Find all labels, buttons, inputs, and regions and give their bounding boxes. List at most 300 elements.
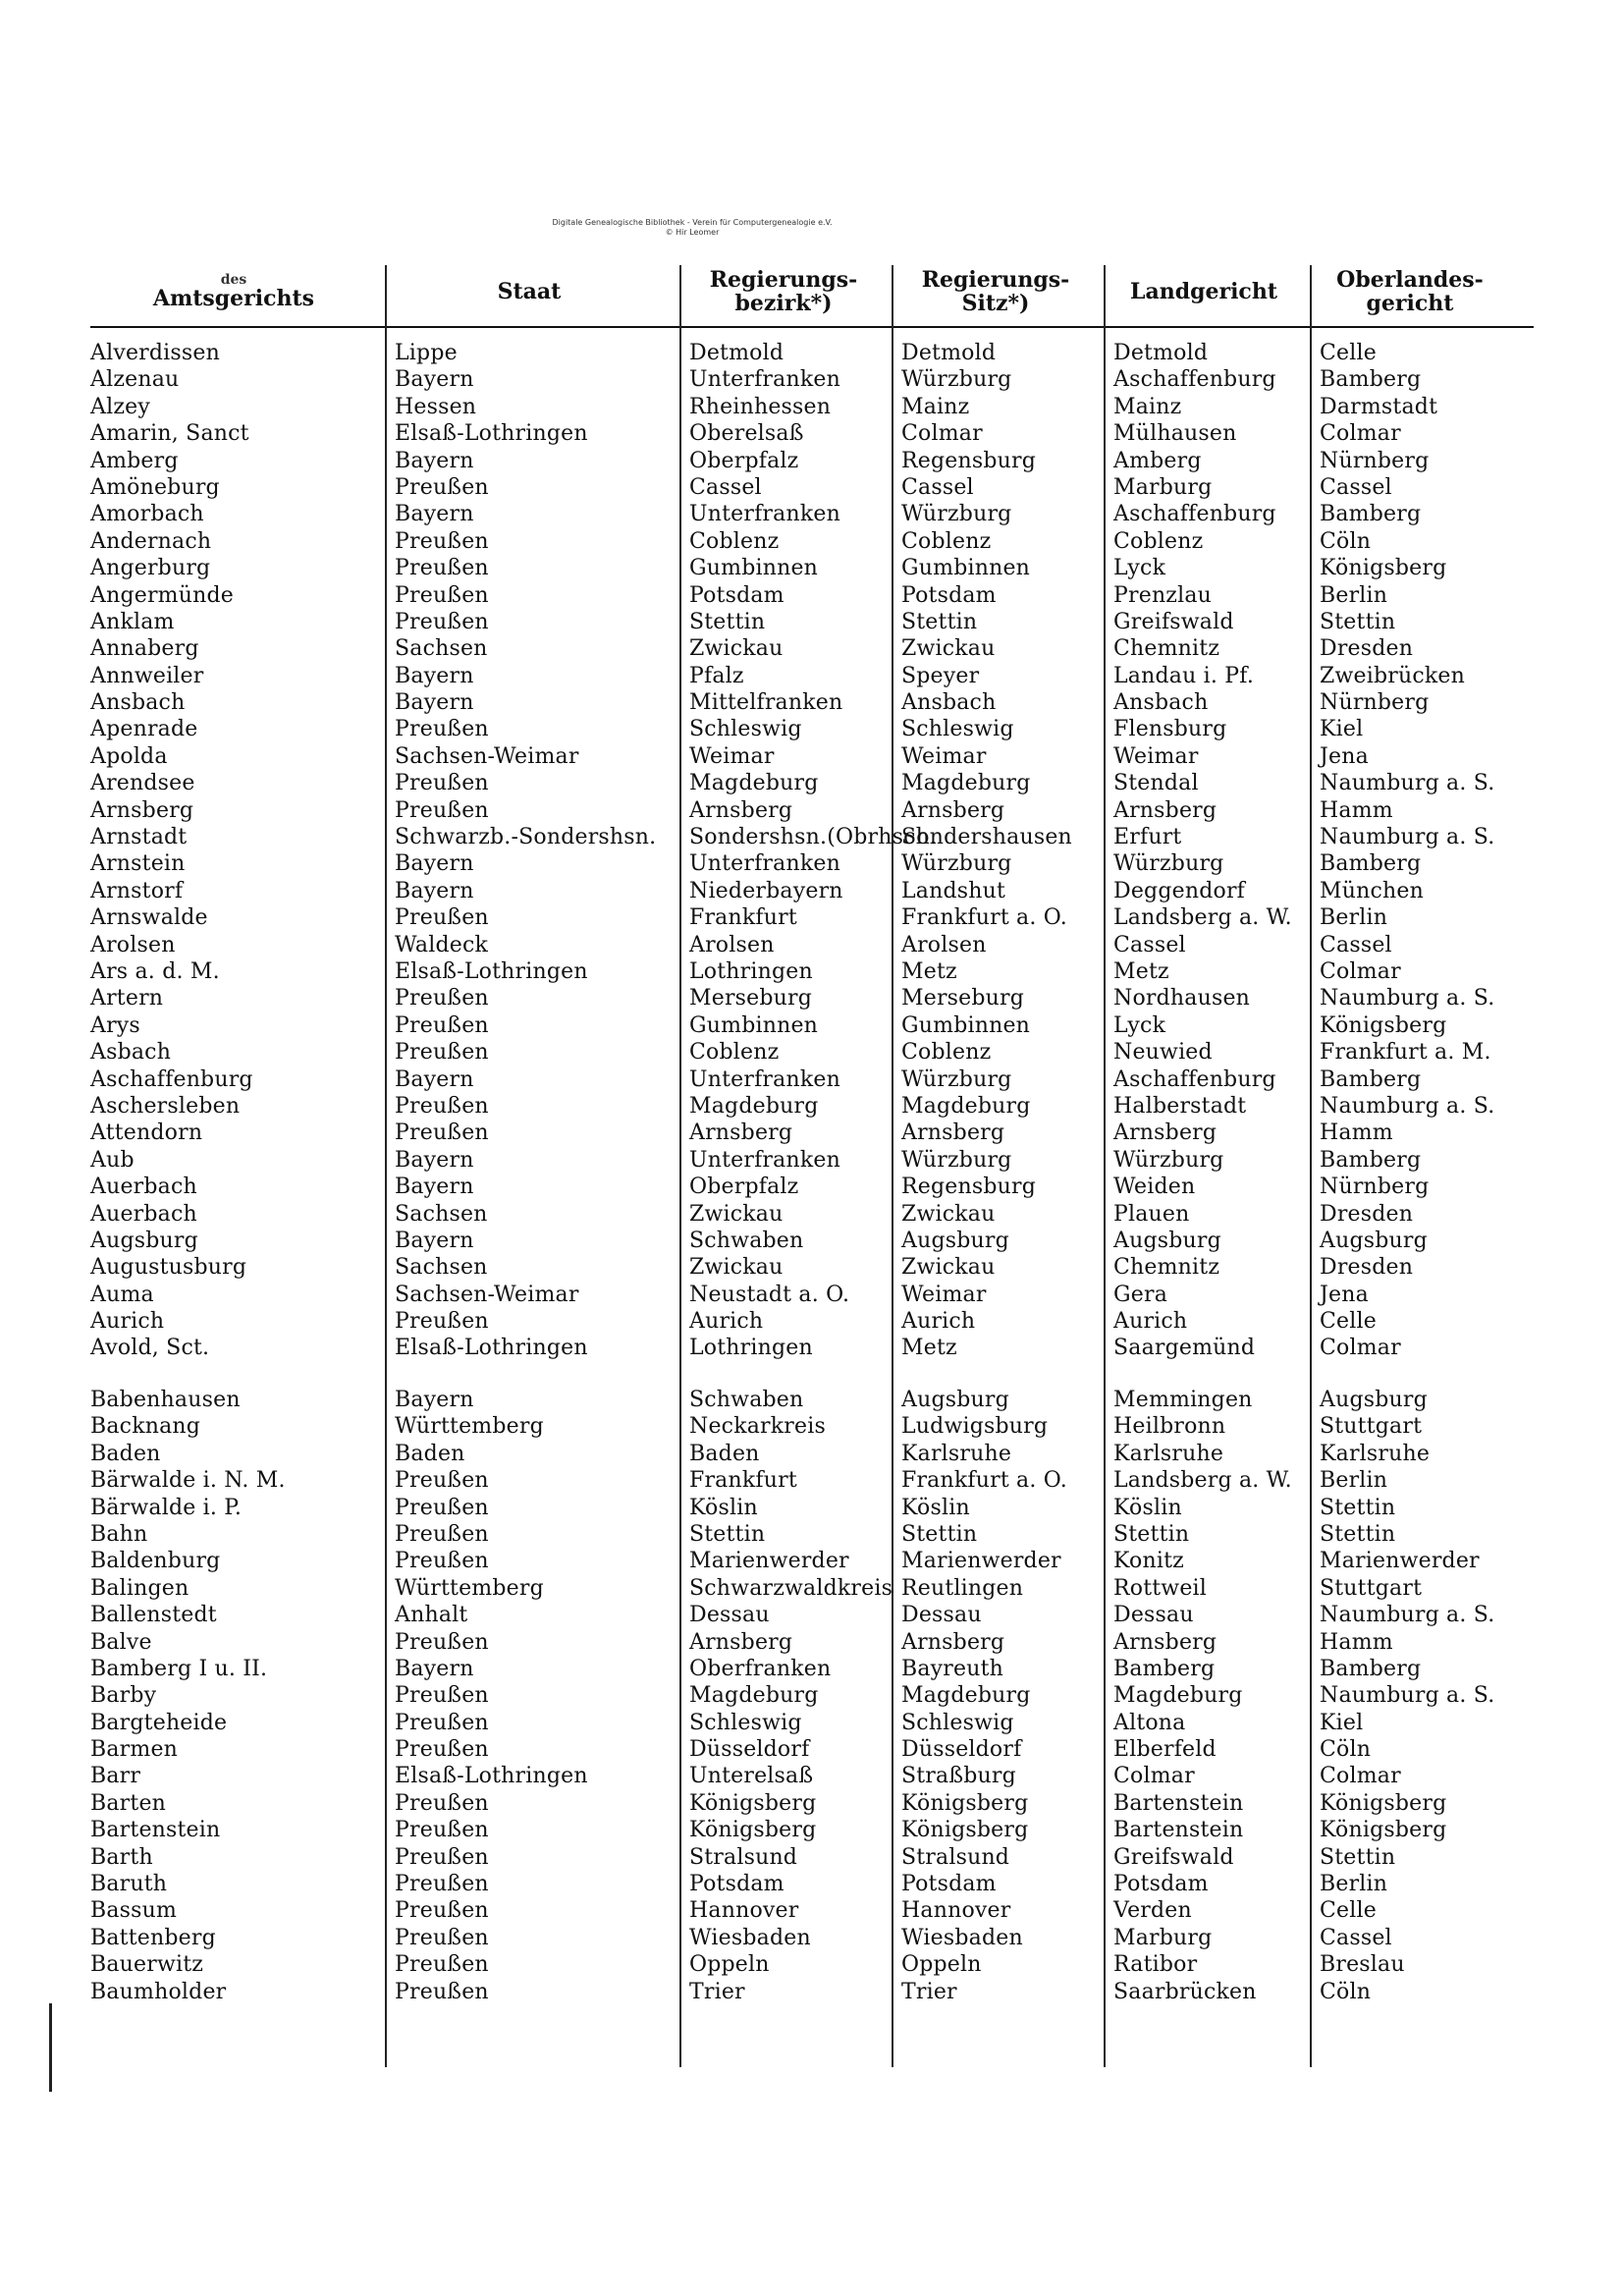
landgericht-cell: Bamberg xyxy=(1113,1656,1216,1681)
regierungsbezirk-cell: Trier xyxy=(689,1979,745,2004)
oberlandesgericht-cell: Berlin xyxy=(1320,1872,1388,1897)
regierungssitz-cell: Potsdam xyxy=(901,582,997,608)
landgericht-cell: Landau i. Pf. xyxy=(1113,663,1255,688)
table-row xyxy=(90,1548,1534,1574)
oberlandesgericht-cell: Jena xyxy=(1320,743,1369,769)
regierungssitz-cell: Speyer xyxy=(901,663,980,688)
regierungssitz-cell: Dessau xyxy=(901,1603,982,1628)
regierungsbezirk-cell: Unterfranken xyxy=(689,851,840,877)
regierungssitz-cell: Arnsberg xyxy=(901,797,1005,823)
regierungssitz-cell: Gumbinnen xyxy=(901,1012,1031,1038)
staat-cell: Preußen xyxy=(395,1629,489,1655)
regierungsbezirk-cell: Frankfurt xyxy=(689,905,797,931)
oberlandesgericht-cell: Nürnberg xyxy=(1320,690,1430,716)
staat-cell: Elsaß-Lothringen xyxy=(395,421,588,447)
regierungsbezirk-cell: Neustadt a. O. xyxy=(689,1282,850,1307)
regierungssitz-cell: Würzburg xyxy=(901,851,1012,877)
regierungsbezirk-cell: Pfalz xyxy=(689,663,744,688)
landgericht-cell: Karlsruhe xyxy=(1113,1441,1224,1466)
regierungssitz-cell: Mainz xyxy=(901,394,970,419)
landgericht-cell: Magdeburg xyxy=(1113,1683,1243,1709)
landgericht-cell: Neuwied xyxy=(1113,1040,1213,1066)
staat-cell: Preußen xyxy=(395,1093,489,1119)
table-row xyxy=(90,1763,1534,1789)
staat-cell: Preußen xyxy=(395,582,489,608)
table-body-b xyxy=(90,1387,1534,2005)
landgericht-cell: Köslin xyxy=(1113,1495,1182,1520)
table-row xyxy=(90,1656,1534,1682)
staat-cell: Elsaß-Lothringen xyxy=(395,1336,588,1361)
oberlandesgericht-cell: Hamm xyxy=(1320,1121,1393,1146)
regierungsbezirk-cell: Schwaben xyxy=(689,1388,804,1412)
amtsgericht-cell: Anklam xyxy=(90,609,175,634)
staat-cell: Baden xyxy=(395,1441,465,1466)
amtsgericht-cell: Augsburg xyxy=(90,1228,198,1253)
regierungssitz-cell: Reutlingen xyxy=(901,1575,1024,1601)
regierungsbezirk-cell: Magdeburg xyxy=(689,1093,819,1119)
table-row xyxy=(90,1441,1534,1467)
regierungsbezirk-cell: Schwarzwaldkreis xyxy=(689,1575,893,1601)
staat-cell: Preußen xyxy=(395,556,489,581)
landgericht-cell: Altona xyxy=(1113,1710,1186,1735)
table-row xyxy=(90,1575,1534,1602)
table-row xyxy=(90,1413,1534,1440)
table-row xyxy=(90,1844,1534,1871)
landgericht-cell: Marburg xyxy=(1113,474,1213,500)
regierungsbezirk-cell: Arnsberg xyxy=(689,1629,793,1655)
table-row xyxy=(90,1120,1534,1146)
oberlandesgericht-cell: Stuttgart xyxy=(1320,1575,1423,1601)
table-row xyxy=(90,797,1534,824)
amtsgericht-cell: Arolsen xyxy=(90,932,176,957)
table-row xyxy=(90,1335,1534,1361)
amtsgericht-cell: Arendsee xyxy=(90,771,195,796)
landgericht-cell: Flensburg xyxy=(1113,717,1227,742)
regierungssitz-cell: Wiesbaden xyxy=(901,1925,1023,1950)
regierungsbezirk-cell: Arnsberg xyxy=(689,1121,793,1146)
staat-cell: Preußen xyxy=(395,1468,489,1494)
oberlandesgericht-cell: Stettin xyxy=(1320,609,1396,634)
amtsgericht-cell: Arnstein xyxy=(90,851,186,877)
regierungsbezirk-cell: Schleswig xyxy=(689,717,802,742)
header-oberlandesgericht: Oberlandes-gericht xyxy=(1336,267,1484,316)
regierungsbezirk-cell: Lothringen xyxy=(689,958,813,984)
amtsgericht-cell: Amorbach xyxy=(90,502,204,527)
amtsgericht-cell: Backnang xyxy=(90,1414,201,1440)
oberlandesgericht-cell: Königsberg xyxy=(1320,1012,1447,1038)
landgericht-cell: Elberfeld xyxy=(1113,1737,1217,1763)
landgericht-cell: Coblenz xyxy=(1113,528,1204,554)
oberlandesgericht-cell: Nürnberg xyxy=(1320,448,1430,473)
table-row xyxy=(90,555,1534,581)
amtsgericht-cell: Annweiler xyxy=(90,663,204,688)
regierungssitz-cell: Ludwigsburg xyxy=(901,1414,1049,1440)
regierungssitz-cell: Arnsberg xyxy=(901,1121,1005,1146)
landgericht-cell: Gera xyxy=(1113,1282,1168,1307)
regierungssitz-cell: Zwickau xyxy=(901,1255,996,1281)
regierungsbezirk-cell: Unterfranken xyxy=(689,502,840,527)
landgericht-cell: Mülhausen xyxy=(1113,421,1237,447)
header-regierungssitz: Regierungs-Sitz*) xyxy=(921,267,1070,316)
table-row xyxy=(90,985,1534,1011)
regierungsbezirk-cell: Detmold xyxy=(689,341,784,365)
regierungssitz-cell: Düsseldorf xyxy=(901,1737,1022,1763)
regierungssitz-cell: Würzburg xyxy=(901,502,1012,527)
landgericht-cell: Rottweil xyxy=(1113,1575,1208,1601)
regierungssitz-cell: Karlsruhe xyxy=(901,1441,1012,1466)
margin-mark xyxy=(49,2003,52,2092)
regierungssitz-cell: Stralsund xyxy=(901,1844,1010,1870)
landgericht-cell: Arnsberg xyxy=(1113,1629,1217,1655)
regierungsbezirk-cell: Stettin xyxy=(689,609,766,634)
oberlandesgericht-cell: Colmar xyxy=(1320,421,1401,447)
regierungsbezirk-cell: Königsberg xyxy=(689,1818,817,1843)
regierungsbezirk-cell: Dessau xyxy=(689,1603,770,1628)
table-row xyxy=(90,1629,1534,1656)
oberlandesgericht-cell: Kiel xyxy=(1320,717,1364,742)
regierungsbezirk-cell: Magdeburg xyxy=(689,771,819,796)
table-row xyxy=(90,958,1534,985)
amtsgericht-cell: Auma xyxy=(90,1282,154,1307)
amtsgericht-cell: Arys xyxy=(90,1012,140,1038)
staat-cell: Preußen xyxy=(395,1818,489,1843)
regierungssitz-cell: Frankfurt a. O. xyxy=(901,1468,1067,1494)
regierungsbezirk-cell: Oppeln xyxy=(689,1952,770,1978)
table-row xyxy=(90,340,1534,366)
oberlandesgericht-cell: Hamm xyxy=(1320,797,1393,823)
regierungsbezirk-cell: Zwickau xyxy=(689,636,784,662)
staat-cell: Bayern xyxy=(395,851,474,877)
oberlandesgericht-cell: Berlin xyxy=(1320,1468,1388,1494)
oberlandesgericht-cell: Bamberg xyxy=(1320,1066,1422,1092)
staat-cell: Preußen xyxy=(395,905,489,931)
regierungsbezirk-cell: Unterfranken xyxy=(689,1066,840,1092)
table-row xyxy=(90,1467,1534,1494)
oberlandesgericht-cell: Cassel xyxy=(1320,474,1392,500)
table-row xyxy=(90,1093,1534,1120)
landgericht-cell: Ratibor xyxy=(1113,1952,1198,1978)
staat-cell: Bayern xyxy=(395,448,474,473)
regierungsbezirk-cell: Coblenz xyxy=(689,1040,780,1066)
oberlandesgericht-cell: Dresden xyxy=(1320,636,1414,662)
oberlandesgericht-cell: Hamm xyxy=(1320,1629,1393,1655)
regierungsbezirk-cell: Königsberg xyxy=(689,1790,817,1816)
table-row xyxy=(90,366,1534,393)
staat-cell: Preußen xyxy=(395,1737,489,1763)
table-header xyxy=(90,257,1534,328)
amtsgericht-cell: Annaberg xyxy=(90,636,199,662)
amtsgericht-cell: Barr xyxy=(90,1764,141,1789)
oberlandesgericht-cell: Stettin xyxy=(1320,1495,1396,1520)
amtsgericht-cell: Bauerwitz xyxy=(90,1952,204,1978)
header-landgericht: Landgericht xyxy=(1130,279,1277,304)
amtsgericht-cell: Augustusburg xyxy=(90,1255,247,1281)
staat-cell: Preußen xyxy=(395,1012,489,1038)
regierungsbezirk-cell: Schleswig xyxy=(689,1710,802,1735)
landgericht-cell: Saarbrücken xyxy=(1113,1979,1257,2004)
regierungssitz-cell: Aurich xyxy=(901,1309,976,1335)
amtsgericht-cell: Arnstorf xyxy=(90,878,184,903)
regierungssitz-cell: Trier xyxy=(901,1979,957,2004)
table-row xyxy=(90,1951,1534,1978)
oberlandesgericht-cell: Cassel xyxy=(1320,1925,1392,1950)
regierungsbezirk-cell: Stralsund xyxy=(689,1844,798,1870)
regierungssitz-cell: Sondershausen xyxy=(901,825,1072,850)
amtsgericht-cell: Bärwalde i. P. xyxy=(90,1495,243,1520)
table-row xyxy=(90,1682,1534,1709)
amtsgericht-cell: Andernach xyxy=(90,528,212,554)
regierungsbezirk-cell: Baden xyxy=(689,1441,760,1466)
landgericht-cell: Konitz xyxy=(1113,1549,1184,1574)
oberlandesgericht-cell: Cassel xyxy=(1320,932,1392,957)
regierungssitz-cell: Weimar xyxy=(901,1282,987,1307)
regierungssitz-cell: Regensburg xyxy=(901,1175,1036,1200)
regierungssitz-cell: Königsberg xyxy=(901,1818,1029,1843)
staat-cell: Preußen xyxy=(395,1495,489,1520)
amtsgericht-cell: Baldenburg xyxy=(90,1549,221,1574)
staat-cell: Preußen xyxy=(395,1790,489,1816)
table-row xyxy=(90,1790,1534,1817)
regierungsbezirk-cell: Rheinhessen xyxy=(689,394,832,419)
amtsgericht-cell: Aurich xyxy=(90,1309,165,1335)
regierungsbezirk-cell: Neckarkreis xyxy=(689,1414,826,1440)
regierungssitz-cell: Augsburg xyxy=(901,1388,1009,1412)
amtsgericht-cell: Balve xyxy=(90,1629,152,1655)
regierungssitz-cell: Würzburg xyxy=(901,1147,1012,1173)
amtsgericht-cell: Bärwalde i. N. M. xyxy=(90,1468,286,1494)
oberlandesgericht-cell: Augsburg xyxy=(1320,1388,1428,1412)
watermark-line-1: Digitale Genealogische Bibliothek - Verein für Computergenealogie e.V. xyxy=(552,218,833,227)
amtsgericht-cell: Angerburg xyxy=(90,556,211,581)
oberlandesgericht-cell: Königsberg xyxy=(1320,1790,1447,1816)
amtsgericht-cell: Asbach xyxy=(90,1040,172,1066)
amtsgericht-cell: Arnstadt xyxy=(90,825,188,850)
header-amtsgericht-label: Amtsgerichts xyxy=(152,286,315,311)
amtsgericht-cell: Amberg xyxy=(90,448,179,473)
landgericht-cell: Bartenstein xyxy=(1113,1818,1244,1843)
regierungsbezirk-cell: Weimar xyxy=(689,743,775,769)
staat-cell: Bayern xyxy=(395,1656,474,1681)
staat-cell: Preußen xyxy=(395,1925,489,1950)
oberlandesgericht-cell: Celle xyxy=(1320,1898,1377,1924)
staat-cell: Elsaß-Lothringen xyxy=(395,958,588,984)
regierungsbezirk-cell: Unterfranken xyxy=(689,1147,840,1173)
oberlandesgericht-cell: Augsburg xyxy=(1320,1228,1428,1253)
landgericht-cell: Aschaffenburg xyxy=(1113,367,1276,393)
landgericht-cell: Greifswald xyxy=(1113,609,1234,634)
table-row xyxy=(90,609,1534,635)
regierungssitz-cell: Magdeburg xyxy=(901,1683,1031,1709)
table-row xyxy=(90,1387,1534,1413)
amtsgericht-cell: Bamberg I u. II. xyxy=(90,1656,268,1681)
amtsgericht-cell: Balingen xyxy=(90,1575,189,1601)
staat-cell: Bayern xyxy=(395,690,474,716)
amtsgericht-cell: Auerbach xyxy=(90,1201,197,1227)
amtsgericht-cell: Barby xyxy=(90,1683,157,1709)
landgericht-cell: Ansbach xyxy=(1113,690,1209,716)
regierungsbezirk-cell: Magdeburg xyxy=(689,1683,819,1709)
regierungssitz-cell: Coblenz xyxy=(901,1040,992,1066)
amtsgericht-cell: Aub xyxy=(90,1147,135,1173)
staat-cell: Preußen xyxy=(395,797,489,823)
table-row xyxy=(90,1147,1534,1174)
amtsgericht-cell: Baumholder xyxy=(90,1979,227,2004)
staat-cell: Preußen xyxy=(395,986,489,1011)
staat-cell: Preußen xyxy=(395,1952,489,1978)
amtsgericht-cell: Baruth xyxy=(90,1872,168,1897)
amtsgericht-cell: Amöneburg xyxy=(90,474,220,500)
landgericht-cell: Arnsberg xyxy=(1113,1121,1217,1146)
regierungssitz-cell: Arolsen xyxy=(901,932,987,957)
staat-cell: Preußen xyxy=(395,1979,489,2004)
oberlandesgericht-cell: Naumburg a. S. xyxy=(1320,1603,1495,1628)
table-row xyxy=(90,1710,1534,1736)
regierungsbezirk-cell: Coblenz xyxy=(689,528,780,554)
landgericht-cell: Memmingen xyxy=(1113,1388,1253,1412)
landgericht-cell: Würzburg xyxy=(1113,851,1224,877)
regierungssitz-cell: Schleswig xyxy=(901,1710,1014,1735)
table-row xyxy=(90,932,1534,958)
amtsgericht-cell: Babenhausen xyxy=(90,1388,241,1412)
landgericht-cell: Plauen xyxy=(1113,1201,1190,1227)
staat-cell: Preußen xyxy=(395,771,489,796)
landgericht-cell: Aschaffenburg xyxy=(1113,1066,1276,1092)
amtsgericht-cell: Angermünde xyxy=(90,582,234,608)
regierungssitz-cell: Magdeburg xyxy=(901,1093,1031,1119)
landgericht-cell: Stettin xyxy=(1113,1521,1190,1547)
staat-cell: Preußen xyxy=(395,717,489,742)
regierungssitz-cell: Colmar xyxy=(901,421,983,447)
regierungsbezirk-cell: Schwaben xyxy=(689,1228,804,1253)
amtsgericht-cell: Alzey xyxy=(90,394,150,419)
landgericht-cell: Erfurt xyxy=(1113,825,1182,850)
regierungssitz-cell: Cassel xyxy=(901,474,974,500)
landgericht-cell: Greifswald xyxy=(1113,1844,1234,1870)
regierungsbezirk-cell: Oberpfalz xyxy=(689,1175,799,1200)
table-row xyxy=(90,1925,1534,1951)
table-row xyxy=(90,904,1534,931)
staat-cell: Anhalt xyxy=(395,1603,468,1628)
court-table xyxy=(90,257,1534,2004)
regierungsbezirk-cell: Unterelsaß xyxy=(689,1764,814,1789)
amtsgericht-cell: Aschersleben xyxy=(90,1093,241,1119)
regierungsbezirk-cell: Mittelfranken xyxy=(689,690,843,716)
staat-cell: Preußen xyxy=(395,1898,489,1924)
staat-cell: Preußen xyxy=(395,1521,489,1547)
amtsgericht-cell: Arnswalde xyxy=(90,905,208,931)
landgericht-cell: Saargemünd xyxy=(1113,1336,1256,1361)
table-row xyxy=(90,448,1534,474)
oberlandesgericht-cell: Celle xyxy=(1320,1309,1377,1335)
regierungssitz-cell: Magdeburg xyxy=(901,771,1031,796)
table-row xyxy=(90,501,1534,527)
regierungsbezirk-cell: Potsdam xyxy=(689,582,784,608)
amtsgericht-cell: Baden xyxy=(90,1441,161,1466)
regierungssitz-cell: Straßburg xyxy=(901,1764,1016,1789)
table-row xyxy=(90,1602,1534,1628)
table-row xyxy=(90,1308,1534,1335)
landgericht-cell: Detmold xyxy=(1113,341,1209,365)
oberlandesgericht-cell: Königsberg xyxy=(1320,1818,1447,1843)
oberlandesgericht-cell: Zweibrücken xyxy=(1320,663,1465,688)
landgericht-cell: Augsburg xyxy=(1113,1228,1221,1253)
amtsgericht-cell: Bartenstein xyxy=(90,1818,221,1843)
regierungsbezirk-cell: Merseburg xyxy=(689,986,813,1011)
amtsgericht-cell: Apenrade xyxy=(90,717,198,742)
amtsgericht-cell: Battenberg xyxy=(90,1925,216,1950)
landgericht-cell: Lyck xyxy=(1113,556,1166,581)
staat-cell: Preußen xyxy=(395,1309,489,1335)
table-row xyxy=(90,474,1534,501)
staat-cell: Sachsen xyxy=(395,636,488,662)
regierungsbezirk-cell: Frankfurt xyxy=(689,1468,797,1494)
regierungsbezirk-cell: Düsseldorf xyxy=(689,1737,810,1763)
table-row xyxy=(90,420,1534,447)
table-row xyxy=(90,1521,1534,1548)
regierungssitz-cell: Köslin xyxy=(901,1495,970,1520)
table-row xyxy=(90,528,1534,555)
regierungsbezirk-cell: Gumbinnen xyxy=(689,556,819,581)
amtsgericht-cell: Avold, Sct. xyxy=(90,1336,210,1361)
table-row xyxy=(90,1897,1534,1924)
oberlandesgericht-cell: Bamberg xyxy=(1320,1656,1422,1681)
table-body-a xyxy=(90,340,1534,1362)
regierungsbezirk-cell: Cassel xyxy=(689,474,762,500)
landgericht-cell: Landsberg a. W. xyxy=(1113,905,1292,931)
oberlandesgericht-cell: Bamberg xyxy=(1320,502,1422,527)
table-row xyxy=(90,1495,1534,1521)
staat-cell: Sachsen-Weimar xyxy=(395,743,579,769)
staat-cell: Bayern xyxy=(395,1175,474,1200)
regierungssitz-cell: Stettin xyxy=(901,609,978,634)
regierungsbezirk-cell: Wiesbaden xyxy=(689,1925,811,1950)
table-row xyxy=(90,582,1534,609)
amtsgericht-cell: Ars a. d. M. xyxy=(90,958,220,984)
table-row xyxy=(90,1254,1534,1281)
landgericht-cell: Prenzlau xyxy=(1113,582,1213,608)
regierungsbezirk-cell: Gumbinnen xyxy=(689,1012,819,1038)
landgericht-cell: Chemnitz xyxy=(1113,636,1220,662)
watermark-line-2: © Hir Leomer xyxy=(665,228,720,237)
regierungssitz-cell: Frankfurt a. O. xyxy=(901,905,1067,931)
regierungssitz-cell: Marienwerder xyxy=(901,1549,1061,1574)
amtsgericht-cell: Amarin, Sanct xyxy=(90,421,249,447)
oberlandesgericht-cell: Naumburg a. S. xyxy=(1320,1683,1495,1709)
table-row xyxy=(90,824,1534,850)
staat-cell: Bayern xyxy=(395,367,474,393)
oberlandesgericht-cell: Bamberg xyxy=(1320,1147,1422,1173)
table-row xyxy=(90,1012,1534,1039)
oberlandesgericht-cell: Colmar xyxy=(1320,1764,1401,1789)
regierungssitz-cell: Zwickau xyxy=(901,1201,996,1227)
table-row xyxy=(90,1039,1534,1066)
landgericht-cell: Deggendorf xyxy=(1113,878,1245,903)
amtsgericht-cell: Bassum xyxy=(90,1898,178,1924)
landgericht-cell: Halberstadt xyxy=(1113,1093,1247,1119)
staat-cell: Bayern xyxy=(395,1066,474,1092)
landgericht-cell: Weiden xyxy=(1113,1175,1196,1200)
landgericht-cell: Heilbronn xyxy=(1113,1414,1226,1440)
amtsgericht-cell: Apolda xyxy=(90,743,168,769)
staat-cell: Preußen xyxy=(395,1683,489,1709)
landgericht-cell: Colmar xyxy=(1113,1764,1195,1789)
regierungssitz-cell: Regensburg xyxy=(901,448,1036,473)
staat-cell: Lippe xyxy=(395,341,458,365)
landgericht-cell: Metz xyxy=(1113,958,1169,984)
header-staat: Staat xyxy=(497,279,562,304)
landgericht-cell: Marburg xyxy=(1113,1925,1213,1950)
staat-cell: Bayern xyxy=(395,1228,474,1253)
